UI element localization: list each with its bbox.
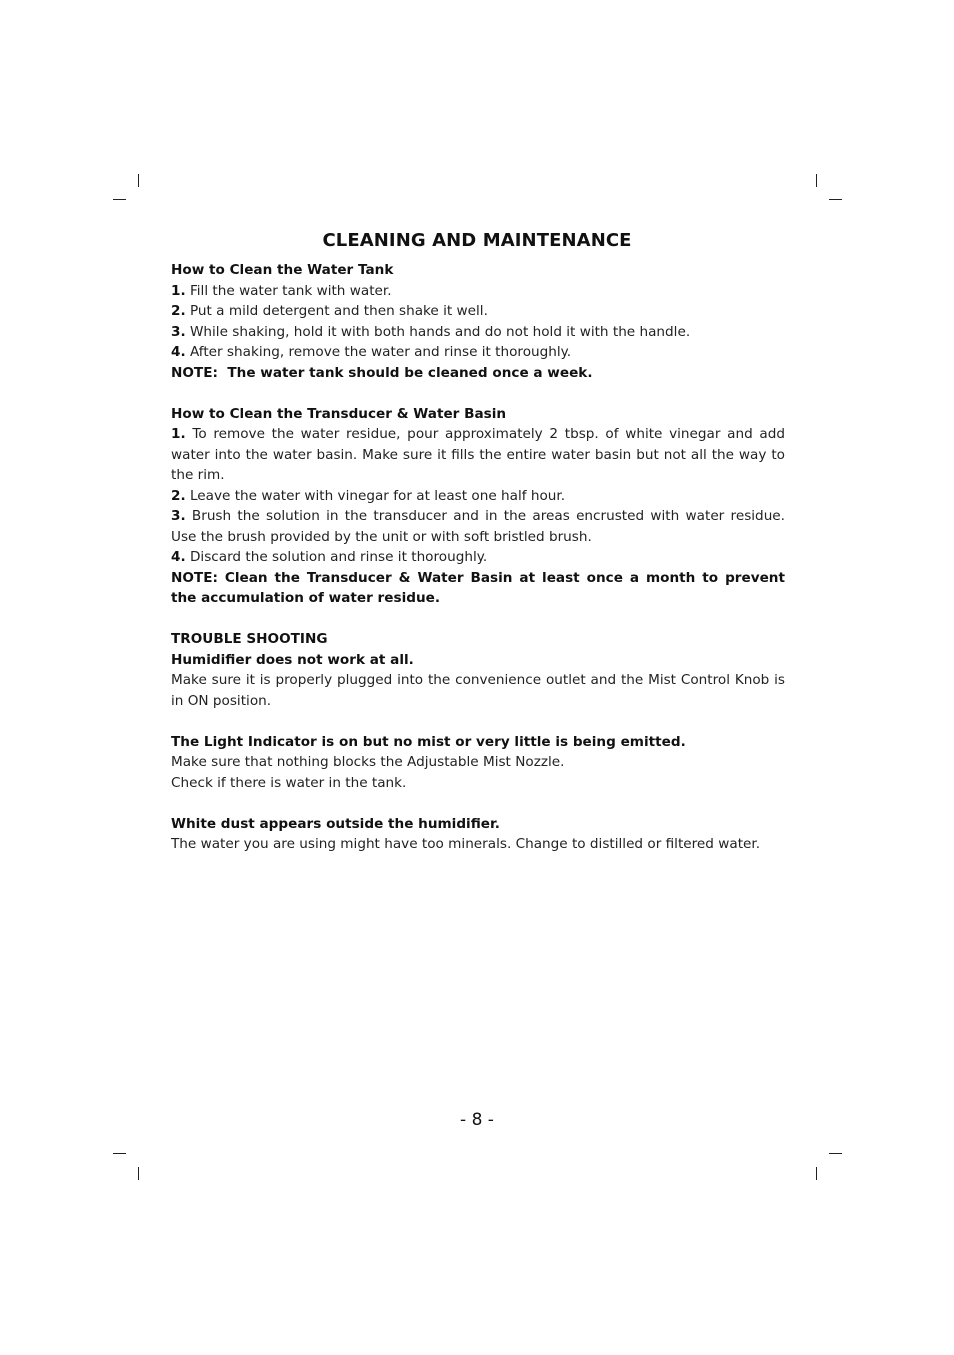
- crop-mark-top-left-horizontal: [113, 199, 126, 200]
- trouble-solution: Make sure it is properly plugged into the convenience outlet and the Mist Control Knob is in ON position.: [171, 672, 785, 709]
- section-heading-transducer: How to Clean the Transducer & Water Basin: [171, 405, 507, 422]
- trouble-solution: The water you are using might have too minerals. Change to distilled or filtered water.: [171, 836, 761, 852]
- section-heading-water-tank: How to Clean the Water Tank: [171, 262, 394, 278]
- trouble-solution: Check if there is water in the tank.: [171, 774, 407, 791]
- tank-note: NOTE: The water tank should be cleaned once a week.: [171, 364, 593, 381]
- page-number: - 8 -: [460, 1110, 494, 1130]
- crop-mark-bottom-right-vertical: [816, 1167, 817, 1180]
- transducer-step: 1. To remove the water residue, pour approximately 2 tbsp. of white vinegar and add water into the water basin. Make sure it fills the entire water basin but not all the way to the rim.: [171, 426, 785, 483]
- transducer-step: 3. Brush the solution in the transducer and in the areas encrusted with water residue. Use the brush provided by the unit or with soft bristled brush.: [171, 508, 785, 545]
- tank-step: 1. Fill the water tank with water.: [171, 282, 392, 299]
- tank-step: 4. After shaking, remove the water and rinse it thoroughly.: [171, 344, 572, 360]
- page-content: [171, 260, 785, 855]
- spacer: [171, 711, 785, 732]
- section-heading-troubleshooting: TROUBLE SHOOTING: [171, 631, 328, 647]
- trouble-problem: White dust appears outside the humidifier.: [171, 815, 500, 832]
- tank-step: 2. Put a mild detergent and then shake it well.: [171, 303, 488, 319]
- crop-mark-bottom-left-vertical: [138, 1167, 139, 1180]
- crop-mark-top-left-vertical: [138, 174, 139, 187]
- trouble-problem: Humidifier does not work at all.: [171, 651, 414, 668]
- spacer: [171, 383, 785, 404]
- transducer-note: NOTE: Clean the Transducer & Water Basin at least once a month to prevent the accumulation of water residue.: [171, 569, 785, 606]
- crop-mark-bottom-right-horizontal: [829, 1153, 842, 1154]
- spacer: [171, 609, 785, 630]
- trouble-problem: The Light Indicator is on but no mist or very little is being emitted.: [171, 733, 686, 750]
- tank-step: 3. While shaking, hold it with both hands and do not hold it with the handle.: [171, 323, 691, 340]
- crop-mark-bottom-left-horizontal: [113, 1153, 126, 1154]
- crop-mark-top-right-vertical: [816, 174, 817, 187]
- page-title: CLEANING AND MAINTENANCE: [322, 230, 632, 251]
- trouble-solution: Make sure that nothing blocks the Adjustable Mist Nozzle.: [171, 754, 565, 770]
- transducer-step: 2. Leave the water with vinegar for at least one half hour.: [171, 487, 566, 504]
- crop-mark-top-right-horizontal: [829, 199, 842, 200]
- transducer-step: 4. Discard the solution and rinse it thoroughly.: [171, 549, 488, 565]
- spacer: [171, 793, 785, 814]
